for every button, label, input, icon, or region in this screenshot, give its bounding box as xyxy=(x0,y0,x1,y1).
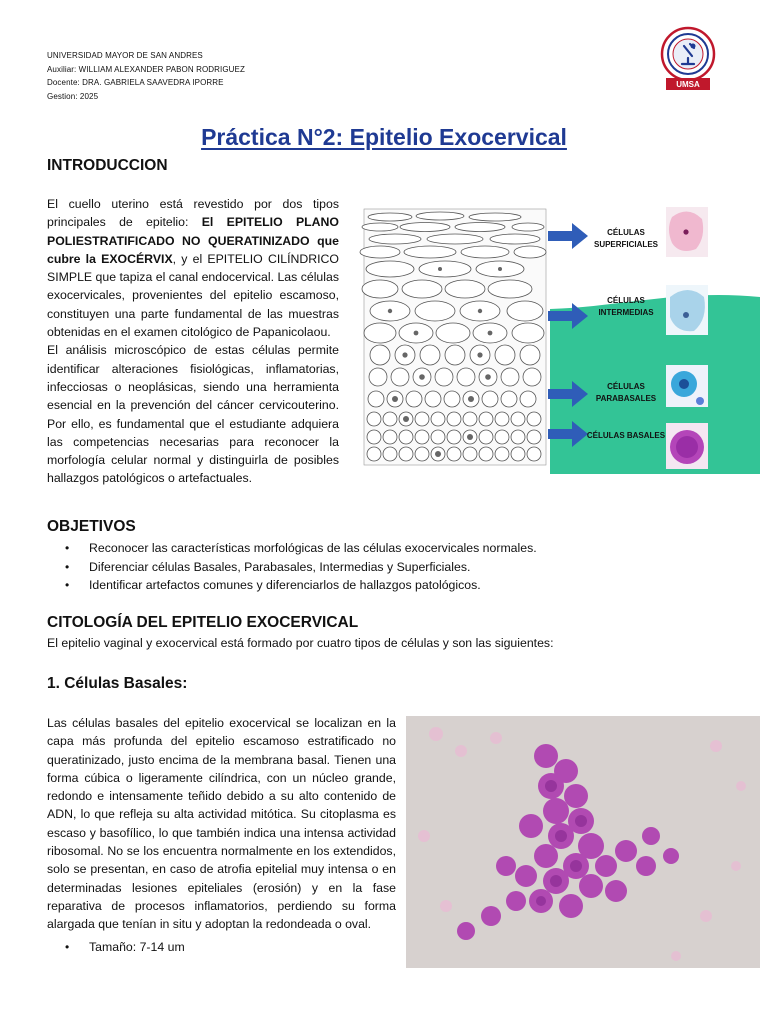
intro-text-c: , y el EPITELIO CILÍNDRICO SIMPLE que tapiza el canal endocervical. Las células exocervicales, provenientes del epitelio escamoso, constituyen una parte fundamental de las muestras obtenidas en el examen citológico de Papanicolaou. xyxy=(47,251,339,340)
basal-heading: 1. Células Basales: xyxy=(47,675,188,692)
label-superficial-2: SUPERFICIALES xyxy=(593,240,659,249)
label-parabasal-1: CÉLULAS xyxy=(607,382,645,391)
objective-item: • Diferenciar células Basales, Parabasales, Intermedias y Superficiales. xyxy=(47,558,727,577)
teacher-name: Docente: DRA. GABRIELA SAAVEDRA IPORRE xyxy=(47,78,224,87)
cell-layers-drawing xyxy=(360,209,546,465)
label-intermedia-2: INTERMEDIAS xyxy=(598,308,654,317)
epithelium-layers-figure xyxy=(350,197,760,474)
logo-banner-text: UMSA xyxy=(676,80,700,89)
objective-item: • Reconocer las características morfológicas de las células exocervicales normales. xyxy=(47,539,727,558)
intro-text-bold: El EPITELIO PLANO POLIESTRATIFICADO NO QUERATINIZADO que cubre la EXOCÉRVIX xyxy=(47,215,339,266)
intro-heading: INTRODUCCION xyxy=(47,157,168,174)
basal-cells-micrograph xyxy=(406,716,760,968)
university-name: UNIVERSIDAD MAYOR DE SAN ANDRES xyxy=(47,51,203,60)
page-title: Práctica N°2: Epitelio Exocervical xyxy=(201,124,567,150)
intro-text-p2: El análisis microscópico de estas células permite identificar alteraciones fisiológicas, inflamatorias, infecciosas o neoplásicas, siendo una herramienta esencial en la prevención del cáncer cervicouterino. Por ello, es fundamental que el estudiante adquiera las competencias necesarias para reconocer la morfología celular normal y distinguirla de posibles hallazgos patológicos o artefactuales. xyxy=(47,343,339,486)
intro-text-a: El cuello uterino está revestido por dos tipos principales de epitelio: xyxy=(47,197,339,230)
objective-item: • Identificar artefactos comunes y diferenciarlos de hallazgos patológicos. xyxy=(47,576,727,595)
label-basal: CÉLULAS BASALES xyxy=(586,431,666,440)
objectives-list xyxy=(47,539,727,595)
label-superficial-1: CÉLULAS xyxy=(607,228,645,237)
cytology-text: El epitelio vaginal y exocervical está formado por cuatro tipos de células y son las siguientes: xyxy=(47,636,554,650)
header-info xyxy=(47,49,245,103)
term: Gestion: 2025 xyxy=(47,91,99,101)
basal-size-list xyxy=(47,938,396,957)
label-parabasal-2: PARABASALES xyxy=(595,394,657,403)
laboratory-logo-icon xyxy=(660,26,716,94)
basal-text: Las células basales del epitelio exocervical se localizan en la capa más profunda del epitelio escamoso estratificado no queratinizado, justo encima de la membrana basal. Tienen una forma cúbica o ligeramente cilíndrica, con un núcleo grande, redondo e intensamente teñido debido a su alto contenido de ADN, lo que refleja su alta actividad mitótica. Su citoplasma es escaso y basofílico, lo que también indica una intensa actividad ribosomal. No se los encuentra normalmente en los extendidos, solo se presentan, en caso de atrofia epitelial muy intensa o en determinadas lesiones epiteliales (erosión) y en la fase reparativa de procesos inflamatorios, perdiendo su forma alargada que tenían in situ y adoptan la redondeada o oval. xyxy=(47,716,396,932)
intro-paragraph xyxy=(47,195,339,488)
label-intermedia-1: CÉLULAS xyxy=(607,296,645,305)
cytology-heading: CITOLOGÍA DEL EPITELIO EXOCERVICAL xyxy=(47,614,359,631)
objectives-heading: OBJETIVOS xyxy=(47,518,136,535)
assistant-name: Auxiliar: WILLIAM ALEXANDER PABON RODRIGUEZ xyxy=(47,64,245,74)
basal-size-item: • Tamaño: 7-14 um xyxy=(47,938,396,957)
